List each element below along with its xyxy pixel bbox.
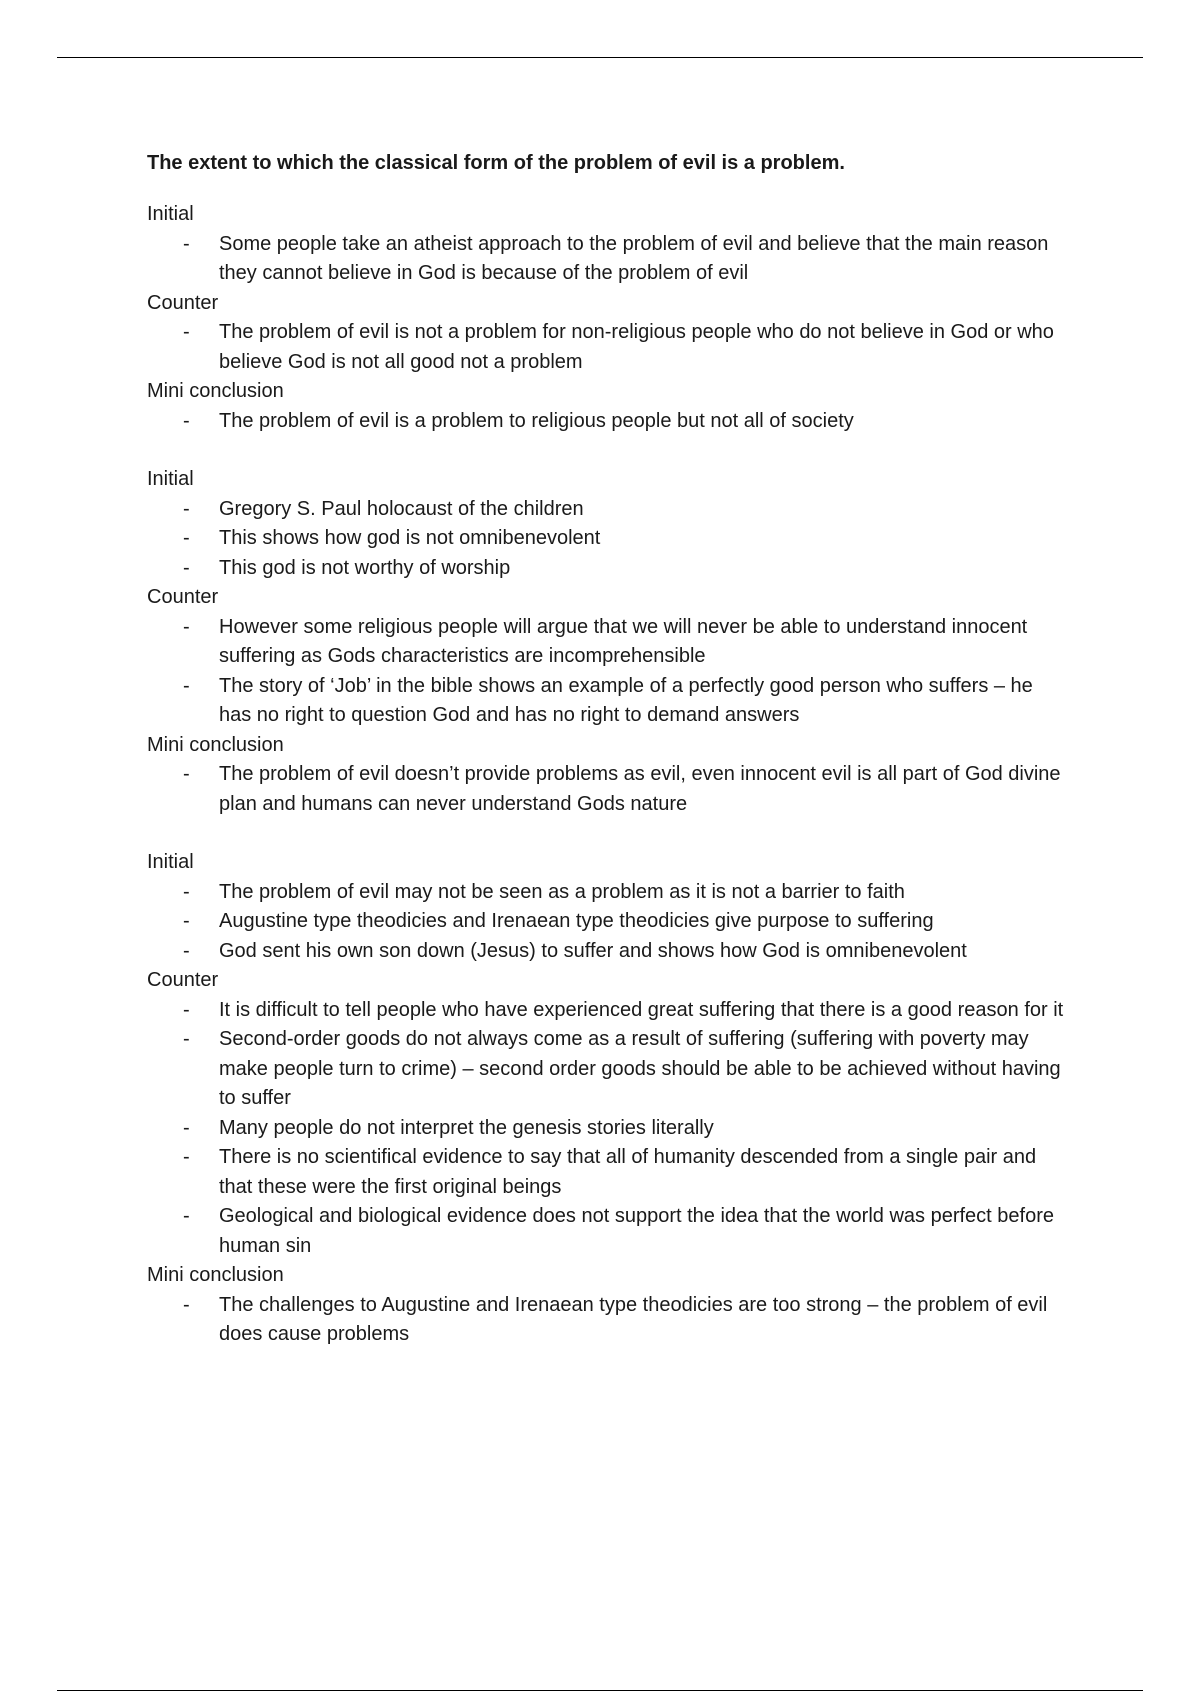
- dash-bullet: -: [183, 232, 190, 255]
- point-text: However some religious people will argue that we will never be able to understand innocent suffering as Gods characteristics are incomprehensible: [219, 615, 1028, 667]
- initial-heading: Initial: [147, 468, 194, 490]
- conclusion-heading: Mini conclusion: [147, 1264, 284, 1286]
- counter-points: [147, 996, 1067, 1262]
- dash-bullet: -: [183, 1028, 190, 1050]
- counter-heading: Counter: [147, 291, 219, 314]
- counter-points: [147, 318, 1067, 377]
- point-text: Second-order goods do not always come as a result of suffering (suffering with poverty may make people turn to crime) – second order goods should be able to be achieved without having to suffer: [219, 1028, 1061, 1109]
- point-text: The story of ‘Job’ in the bible shows an example of a perfectly good person who suffers – he has no right to question God and has no right to demand answers: [219, 674, 1033, 726]
- point-text: Augustine type theodicies and Irenaean type theodicies give purpose to suffering: [219, 910, 934, 932]
- list-item: [147, 495, 1067, 525]
- point-text: The problem of evil is a problem to religious people but not all of society: [219, 409, 854, 432]
- dash-bullet: -: [183, 1205, 190, 1227]
- dash-bullet: -: [183, 1146, 190, 1168]
- list-item: [147, 1291, 1067, 1350]
- dash-bullet: -: [183, 497, 190, 520]
- conclusion-points: [147, 407, 1067, 437]
- initial-heading: Initial: [147, 851, 194, 873]
- conclusion-points: [147, 1291, 1067, 1350]
- conclusion-heading: Mini conclusion: [147, 733, 284, 756]
- document-body: [147, 150, 1067, 1379]
- dash-bullet: -: [183, 321, 190, 343]
- dash-bullet: -: [183, 880, 190, 903]
- point-text: Gregory S. Paul holocaust of the children: [219, 497, 584, 520]
- list-item: [147, 1025, 1067, 1114]
- list-item: [147, 878, 1067, 908]
- argument-section: [147, 465, 1067, 819]
- list-item: [147, 996, 1067, 1026]
- list-item: [147, 524, 1067, 554]
- list-item: [147, 1202, 1067, 1261]
- list-item: [147, 672, 1067, 731]
- point-text: Some people take an atheist approach to the problem of evil and believe that the main reason they cannot believe in God is because of the problem of evil: [219, 232, 1049, 284]
- conclusion-heading: Mini conclusion: [147, 380, 284, 402]
- list-item: [147, 907, 1067, 937]
- dash-bullet: -: [183, 998, 190, 1021]
- list-item: [147, 230, 1067, 289]
- point-text: There is no scientifical evidence to say that all of humanity descended from a single pair and that these were the first original beings: [219, 1146, 1037, 1198]
- argument-section: [147, 200, 1067, 436]
- list-item: [147, 1143, 1067, 1202]
- dash-bullet: -: [183, 674, 190, 697]
- counter-points: [147, 613, 1067, 731]
- dash-bullet: -: [183, 910, 190, 932]
- point-text: God sent his own son down (Jesus) to suffer and shows how God is omnibenevolent: [219, 939, 967, 962]
- dash-bullet: -: [183, 763, 190, 785]
- point-text: Geological and biological evidence does not support the idea that the world was perfect before human sin: [219, 1205, 1054, 1257]
- point-text: It is difficult to tell people who have experienced great suffering that there is a good reason for it: [219, 998, 1064, 1021]
- header-rule: [57, 57, 1143, 58]
- dash-bullet: -: [183, 1116, 190, 1139]
- dash-bullet: -: [183, 939, 190, 962]
- dash-bullet: -: [183, 615, 190, 638]
- point-text: The challenges to Augustine and Irenaean type theodicies are too strong – the problem of evil does cause problems: [219, 1293, 1048, 1345]
- list-item: [147, 407, 1067, 437]
- argument-section: [147, 848, 1067, 1350]
- dash-bullet: -: [183, 409, 190, 432]
- point-text: The problem of evil doesn’t provide problems as evil, even innocent evil is all part of God divine plan and humans can never understand Gods nature: [219, 763, 1061, 815]
- point-text: This god is not worthy of worship: [219, 556, 511, 579]
- point-text: This shows how god is not omnibenevolent: [219, 527, 601, 549]
- point-text: The problem of evil may not be seen as a problem as it is not a barrier to faith: [219, 880, 905, 903]
- list-item: [147, 318, 1067, 377]
- initial-points: [147, 495, 1067, 584]
- list-item: [147, 554, 1067, 584]
- dash-bullet: -: [183, 1293, 190, 1316]
- list-item: [147, 937, 1067, 967]
- initial-heading: Initial: [147, 203, 194, 225]
- conclusion-points: [147, 760, 1067, 819]
- document-title: The extent to which the classical form of the problem of evil is a problem.: [147, 152, 845, 174]
- point-text: The problem of evil is not a problem for non-religious people who do not believe in God or who believe God is not all good not a problem: [219, 321, 1054, 373]
- dash-bullet: -: [183, 556, 190, 579]
- footer-rule: [57, 1690, 1143, 1691]
- initial-points: [147, 878, 1067, 967]
- counter-heading: Counter: [147, 586, 219, 608]
- list-item: [147, 1114, 1067, 1144]
- dash-bullet: -: [183, 527, 190, 549]
- list-item: [147, 760, 1067, 819]
- counter-heading: Counter: [147, 969, 219, 991]
- initial-points: [147, 230, 1067, 289]
- list-item: [147, 613, 1067, 672]
- point-text: Many people do not interpret the genesis stories literally: [219, 1116, 714, 1139]
